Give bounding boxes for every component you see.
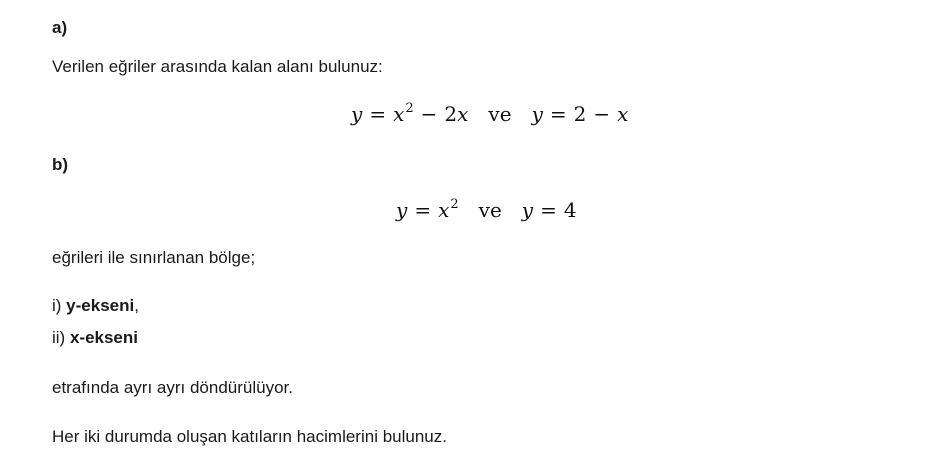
axis-item-x: [52, 328, 138, 348]
part-b-equations: [396, 198, 577, 226]
eq-b2-constant: 4: [563, 198, 577, 222]
eq-b1-equals: =: [414, 198, 432, 222]
eq-a2-lhs: y: [531, 102, 543, 126]
axis-item-y: [52, 296, 139, 316]
axis-item-x-label: x-ekseni: [69, 328, 138, 347]
part-b-bounded-text: eğrileri ile sınırlanan bölge;: [52, 248, 256, 267]
part-a-equations: [351, 102, 628, 130]
eq-a1-coefficient: 2: [444, 102, 458, 126]
eq-a2-minus: −: [593, 102, 611, 126]
axis-item-y-suffix: ,: [134, 296, 139, 315]
eq-a1-minus: −: [420, 102, 438, 126]
eq-a2-equals: =: [549, 102, 567, 126]
eq-b2-lhs: y: [521, 198, 534, 222]
eq-a1-equals: =: [369, 102, 387, 126]
eq-b1-exponent: 2: [450, 197, 459, 212]
eq-a1-var: x: [457, 102, 469, 126]
final-question: Her iki durumda oluşan katıların hacimlerini bulunuz.: [52, 427, 447, 446]
part-a-heading: a): [52, 18, 68, 37]
rotation-text: etrafında ayrı ayrı döndürülüyor.: [52, 378, 293, 397]
eq-a1-exponent: 2: [405, 101, 414, 116]
eq-b2-equals: =: [540, 198, 557, 222]
eq-a2-var: x: [617, 102, 629, 126]
axis-item-y-prefix: i): [52, 296, 67, 315]
eq-b1-lhs: y: [396, 198, 408, 222]
eq-a2-constant: 2: [573, 102, 587, 126]
eq-b1-base: x: [438, 198, 450, 222]
axis-item-y-label: y-ekseni: [66, 296, 135, 315]
part-a-prompt: Verilen eğriler arasında kalan alanı bulunuz:: [52, 57, 383, 76]
eq-a1-lhs: y: [351, 102, 363, 126]
axis-item-x-prefix: ii): [52, 328, 70, 347]
eq-a-conjunction: ve: [488, 102, 512, 126]
eq-a1-base: x: [393, 102, 405, 126]
eq-b-conjunction: ve: [478, 198, 502, 222]
part-b-heading: b): [52, 155, 69, 174]
